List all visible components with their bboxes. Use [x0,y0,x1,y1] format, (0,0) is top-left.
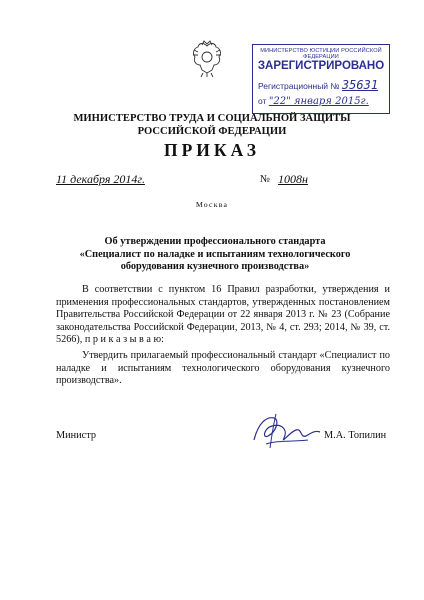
heading-line-1: Об утверждении профессионального стандарта [104,236,326,247]
stamp-reg-label: Регистрационный № [258,81,340,91]
document-type: ПРИКАЗ [163,140,261,160]
body-paragraph-1: В соответствии с пунктом 16 Правил разработки, утверждения и применения профессиональных стандартов, утвержденных постановлением Правительства Российской Федерации от 22 января 2013 г. № 23 (Собрание законодательства Российской Федерации, 2013, № 4, ст. 293; 2014, № 39, ст. 5266), п р и к а з ы в а ю: [56,284,390,345]
body-paragraph-2: Утвердить прилагаемый профессиональный стандарт «Специалист по наладке и испытаниям технологического оборудования кузнечного производства». [56,350,390,386]
stamp-date-line [258,96,369,107]
stamp-ministry: МИНИСТЕРСТВО ЮСТИЦИИ РОССИЙСКОЙ ФЕДЕРАЦИИ [260,48,382,60]
city: Москва [195,200,229,209]
heading-line-3: оборудования кузнечного производства» [120,261,310,273]
stamp-status: ЗАРЕГИСТРИРОВАНО [257,60,385,72]
order-number: 1008н [278,172,308,186]
heading-line-2: «Специалист по наладке и испытаниям технологического [79,248,351,260]
signer-title: Министр [56,430,97,441]
ministry-line-1: МИНИСТЕРСТВО ТРУДА И СОЦИАЛЬНОЙ ЗАЩИТЫ [73,113,351,124]
coat-of-arms-emblem [190,40,224,78]
document-heading [56,236,374,274]
stamp-date-prefix: от [258,96,267,106]
stamp-date-value: "22" января 2015г. [268,96,369,107]
stamp-reg-line [258,78,378,92]
ministry-line-2: РОССИЙСКОЙ ФЕДЕРАЦИИ [137,126,287,137]
ministry-name [60,112,364,138]
handwritten-signature [248,410,324,454]
stamp-reg-number: 35631 [341,78,379,92]
registration-stamp [252,44,390,114]
signer-name: М.А. Топилин [324,430,387,441]
order-number-label: № [260,174,271,185]
order-date: 11 декабря 2014г. [56,172,145,186]
